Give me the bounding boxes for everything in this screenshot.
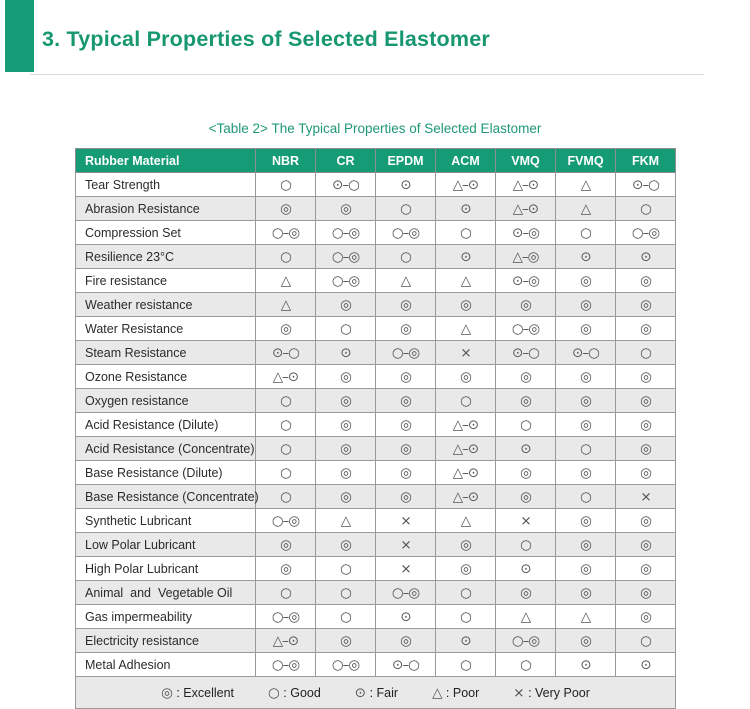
rating-cell: ◎	[616, 509, 676, 533]
rating-cell: △	[556, 197, 616, 221]
rating-cell: ⊙	[556, 653, 616, 677]
rating-cell: ⊙	[436, 629, 496, 653]
column-header-rubber-material: Rubber Material	[76, 149, 256, 173]
rating-cell: ⊙–○	[496, 341, 556, 365]
rating-cell: ◎	[616, 269, 676, 293]
rating-cell: ○	[556, 485, 616, 509]
table-row	[76, 509, 676, 533]
rating-cell: △–⊙	[436, 461, 496, 485]
row-label: Compression Set	[76, 221, 256, 245]
rating-cell: ◎	[376, 413, 436, 437]
row-label: Tear Strength	[76, 173, 256, 197]
row-label: Gas impermeability	[76, 605, 256, 629]
table-row	[76, 293, 676, 317]
properties-table	[75, 148, 676, 709]
legend	[76, 677, 676, 709]
rating-cell: ◎	[556, 557, 616, 581]
rating-cell: ○–◎	[376, 221, 436, 245]
rating-cell: △	[316, 509, 376, 533]
rating-cell: ○	[316, 581, 376, 605]
rating-cell: ◎	[376, 437, 436, 461]
rating-cell: ◎	[256, 557, 316, 581]
table-row	[76, 557, 676, 581]
rating-cell: ◎	[496, 293, 556, 317]
rating-cell: ◎	[376, 485, 436, 509]
rating-cell: ○	[616, 341, 676, 365]
rating-cell: ○	[256, 581, 316, 605]
rating-cell: ×	[376, 533, 436, 557]
rating-cell: ◎	[436, 533, 496, 557]
column-header-nbr: NBR	[256, 149, 316, 173]
column-header-fkm: FKM	[616, 149, 676, 173]
rating-cell: ○–◎	[316, 653, 376, 677]
rating-cell: ◎	[316, 629, 376, 653]
rating-cell: △–⊙	[436, 173, 496, 197]
page-header	[0, 0, 750, 75]
rating-cell: ◎	[436, 365, 496, 389]
table-row	[76, 437, 676, 461]
row-label: Abrasion Resistance	[76, 197, 256, 221]
rating-cell: △–◎	[496, 245, 556, 269]
row-label: High Polar Lubricant	[76, 557, 256, 581]
legend-symbol: ◎	[161, 684, 173, 701]
table-row	[76, 605, 676, 629]
table-row	[76, 197, 676, 221]
row-label: Synthetic Lubricant	[76, 509, 256, 533]
rating-cell: ○	[256, 437, 316, 461]
rating-cell: ○	[256, 485, 316, 509]
rating-cell: ○	[436, 653, 496, 677]
legend-label: : Fair	[366, 685, 399, 700]
rating-cell: ◎	[256, 317, 316, 341]
column-header-epdm: EPDM	[376, 149, 436, 173]
rating-cell: ○–◎	[616, 221, 676, 245]
rating-cell: ○	[496, 533, 556, 557]
rating-cell: △–⊙	[436, 413, 496, 437]
rating-cell: ○	[376, 245, 436, 269]
rating-cell: ○–◎	[376, 581, 436, 605]
table-row	[76, 533, 676, 557]
rating-cell: ×	[616, 485, 676, 509]
rating-cell: △–⊙	[256, 365, 316, 389]
table-body	[76, 173, 676, 677]
rating-cell: ◎	[316, 365, 376, 389]
row-label: Weather resistance	[76, 293, 256, 317]
legend-label: : Poor	[442, 685, 480, 700]
rating-cell: ○–◎	[316, 245, 376, 269]
legend-symbol: △	[432, 684, 443, 701]
legend-item	[432, 685, 479, 701]
rating-cell: ○	[256, 173, 316, 197]
rating-cell: ○	[316, 557, 376, 581]
column-header-vmq: VMQ	[496, 149, 556, 173]
rating-cell: ⊙	[556, 245, 616, 269]
rating-cell: ○	[616, 197, 676, 221]
rating-cell: ×	[436, 341, 496, 365]
rating-cell: ◎	[376, 365, 436, 389]
rating-cell: ◎	[616, 389, 676, 413]
rating-cell: ○–◎	[316, 221, 376, 245]
rating-cell: ◎	[556, 365, 616, 389]
rating-cell: ◎	[496, 389, 556, 413]
legend-label: : Good	[279, 685, 321, 700]
rating-cell: ⊙	[496, 437, 556, 461]
rating-cell: ⊙–○	[316, 173, 376, 197]
rating-cell: ◎	[376, 629, 436, 653]
rating-cell: ⊙–○	[616, 173, 676, 197]
row-label: Acid Resistance (Concentrate)	[76, 437, 256, 461]
rating-cell: ×	[496, 509, 556, 533]
rating-cell: △–⊙	[256, 629, 316, 653]
rating-cell: △	[256, 269, 316, 293]
table-row	[76, 317, 676, 341]
rating-cell: ◎	[436, 557, 496, 581]
table-row	[76, 389, 676, 413]
legend-item	[268, 685, 321, 701]
page-title: 3. Typical Properties of Selected Elastomer	[42, 27, 490, 51]
rating-cell: ◎	[376, 293, 436, 317]
rating-cell: ◎	[316, 533, 376, 557]
rating-cell: ◎	[556, 533, 616, 557]
rating-cell: ◎	[616, 413, 676, 437]
rating-cell: ○	[256, 413, 316, 437]
table-caption: <Table 2> The Typical Properties of Selected Elastomer	[208, 121, 542, 136]
rating-cell: ◎	[556, 269, 616, 293]
rating-cell: ○	[376, 197, 436, 221]
rating-cell: ○–◎	[256, 605, 316, 629]
rating-cell: △	[256, 293, 316, 317]
rating-cell: ◎	[616, 293, 676, 317]
rating-cell: ◎	[556, 389, 616, 413]
rating-cell: ◎	[496, 365, 556, 389]
header-row	[76, 149, 676, 173]
column-header-cr: CR	[316, 149, 376, 173]
rating-cell: ○	[316, 317, 376, 341]
legend-symbol: ×	[513, 684, 525, 701]
rating-cell: △–⊙	[496, 197, 556, 221]
row-label: Metal Adhesion	[76, 653, 256, 677]
rating-cell: △–⊙	[496, 173, 556, 197]
rating-cell: ◎	[556, 293, 616, 317]
rating-cell: ○–◎	[256, 653, 316, 677]
rating-cell: ⊙	[616, 245, 676, 269]
column-header-acm: ACM	[436, 149, 496, 173]
table-row	[76, 341, 676, 365]
row-label: Acid Resistance (Dilute)	[76, 413, 256, 437]
rating-cell: ◎	[616, 533, 676, 557]
rating-cell: ○	[256, 389, 316, 413]
rating-cell: ○	[496, 413, 556, 437]
rating-cell: ○–◎	[256, 509, 316, 533]
rating-cell: ○–◎	[376, 341, 436, 365]
table-row	[76, 461, 676, 485]
rating-cell: ◎	[316, 389, 376, 413]
accent-block	[5, 0, 34, 72]
rating-cell: ×	[376, 509, 436, 533]
rating-cell: △–⊙	[436, 437, 496, 461]
table-row	[76, 581, 676, 605]
rating-cell: ◎	[436, 293, 496, 317]
rating-cell: ◎	[376, 389, 436, 413]
rating-cell: ○–◎	[496, 317, 556, 341]
legend-item	[161, 685, 234, 701]
rating-cell: ◎	[256, 533, 316, 557]
rating-cell: ○	[616, 629, 676, 653]
row-label: Water Resistance	[76, 317, 256, 341]
rating-cell: ○–◎	[496, 629, 556, 653]
table-row	[76, 413, 676, 437]
rating-cell: ◎	[616, 605, 676, 629]
rating-cell: △	[496, 605, 556, 629]
legend-item	[355, 685, 398, 701]
legend-row	[76, 677, 676, 709]
table-row	[76, 653, 676, 677]
rating-cell: ⊙	[436, 197, 496, 221]
row-label: Fire resistance	[76, 269, 256, 293]
table-row	[76, 269, 676, 293]
rating-cell: ○	[556, 221, 616, 245]
rating-cell: ◎	[376, 317, 436, 341]
rating-cell: △	[556, 605, 616, 629]
rating-cell: △	[556, 173, 616, 197]
column-header-fvmq: FVMQ	[556, 149, 616, 173]
row-label: Low Polar Lubricant	[76, 533, 256, 557]
rating-cell: ○	[496, 653, 556, 677]
rating-cell: ⊙	[496, 557, 556, 581]
rating-cell: ×	[376, 557, 436, 581]
legend-item	[513, 685, 590, 701]
rating-cell: ○–◎	[256, 221, 316, 245]
row-label: Base Resistance (Dilute)	[76, 461, 256, 485]
rating-cell: ⊙	[376, 605, 436, 629]
rating-cell: ⊙–○	[256, 341, 316, 365]
rating-cell: ◎	[376, 461, 436, 485]
rating-cell: ⊙–◎	[496, 221, 556, 245]
row-label: Oxygen resistance	[76, 389, 256, 413]
table-row	[76, 173, 676, 197]
rating-cell: ⊙	[376, 173, 436, 197]
rating-cell: ⊙–○	[376, 653, 436, 677]
table-row	[76, 245, 676, 269]
rating-cell: ◎	[316, 197, 376, 221]
rating-cell: ⊙	[616, 653, 676, 677]
rating-cell: △	[436, 509, 496, 533]
table-row	[76, 365, 676, 389]
rating-cell: ◎	[496, 581, 556, 605]
rating-cell: ◎	[496, 461, 556, 485]
row-label: Animal and Vegetable Oil	[76, 581, 256, 605]
rating-cell: ○	[436, 389, 496, 413]
table-row	[76, 221, 676, 245]
legend-label: : Excellent	[172, 685, 235, 700]
legend-symbol: ⊙	[354, 684, 367, 701]
rating-cell: ◎	[556, 461, 616, 485]
rating-cell: ◎	[316, 485, 376, 509]
row-label: Base Resistance (Concentrate)	[76, 485, 256, 509]
rating-cell: ○	[316, 605, 376, 629]
rating-cell: ○	[256, 461, 316, 485]
rating-cell: ◎	[556, 509, 616, 533]
rating-cell: ◎	[556, 581, 616, 605]
table-row	[76, 629, 676, 653]
table-row	[76, 485, 676, 509]
rating-cell: ◎	[256, 197, 316, 221]
rating-cell: ○	[256, 245, 316, 269]
rating-cell: ⊙	[436, 245, 496, 269]
rating-cell: ◎	[316, 413, 376, 437]
row-label: Resilience 23°C	[76, 245, 256, 269]
rating-cell: ◎	[316, 437, 376, 461]
rating-cell: △–⊙	[436, 485, 496, 509]
rating-cell: △	[436, 317, 496, 341]
rating-cell: ◎	[616, 461, 676, 485]
rating-cell: △	[436, 269, 496, 293]
row-label: Electricity resistance	[76, 629, 256, 653]
legend-symbol: ○	[268, 684, 280, 701]
title-divider	[30, 74, 704, 75]
rating-cell: ◎	[316, 293, 376, 317]
row-label: Steam Resistance	[76, 341, 256, 365]
rating-cell: ◎	[496, 485, 556, 509]
rating-cell: ○	[436, 581, 496, 605]
legend-label: : Very Poor	[524, 685, 590, 700]
rating-cell: ⊙–○	[556, 341, 616, 365]
rating-cell: ◎	[556, 413, 616, 437]
rating-cell: ◎	[616, 317, 676, 341]
rating-cell: ○	[436, 221, 496, 245]
row-label: Ozone Resistance	[76, 365, 256, 389]
rating-cell: ◎	[556, 317, 616, 341]
rating-cell: ◎	[616, 437, 676, 461]
rating-cell: △	[376, 269, 436, 293]
rating-cell: ○	[556, 437, 616, 461]
rating-cell: ◎	[616, 365, 676, 389]
rating-cell: ◎	[616, 581, 676, 605]
rating-cell: ○	[436, 605, 496, 629]
rating-cell: ◎	[316, 461, 376, 485]
rating-cell: ⊙–◎	[496, 269, 556, 293]
rating-cell: ⊙	[316, 341, 376, 365]
rating-cell: ○–◎	[316, 269, 376, 293]
rating-cell: ◎	[556, 629, 616, 653]
rating-cell: ◎	[616, 557, 676, 581]
